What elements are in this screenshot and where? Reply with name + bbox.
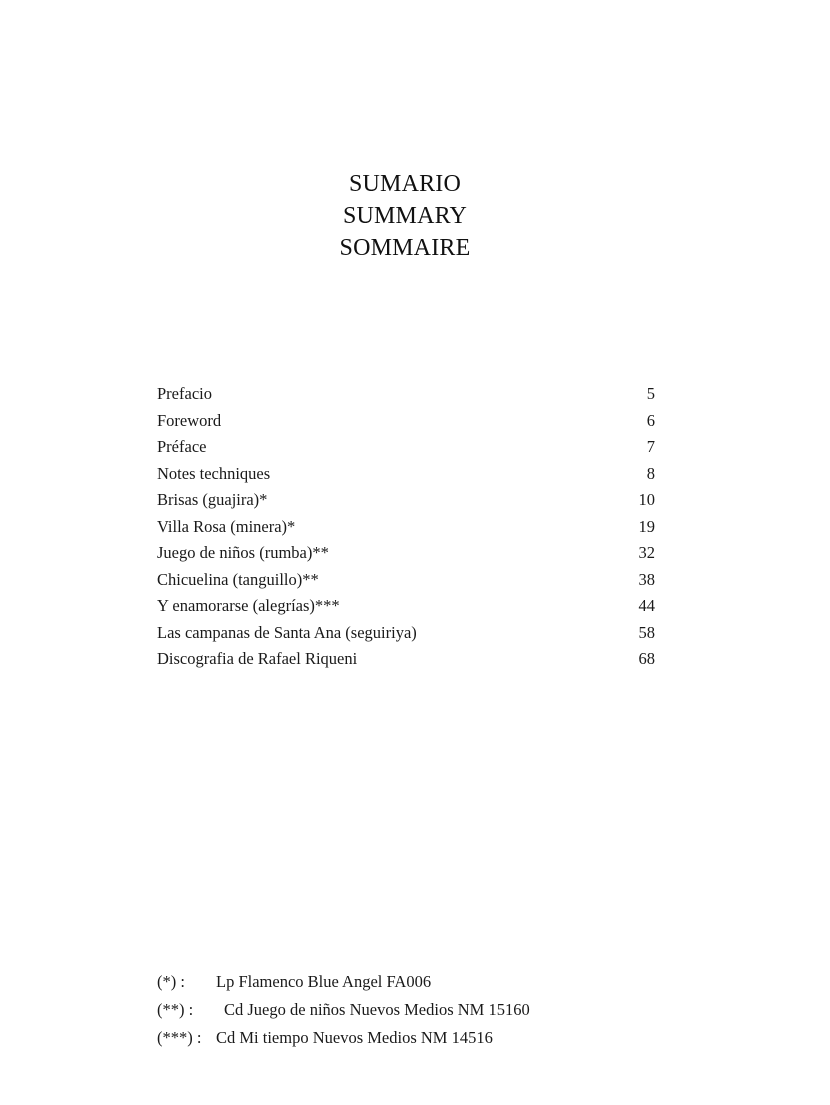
toc-entry-page: 6 <box>646 410 655 430</box>
toc-entry-page: 5 <box>646 384 655 403</box>
toc-entry-page: 58 <box>638 622 655 642</box>
footnote <box>157 1024 677 1052</box>
title-french: SOMMAIRE <box>339 235 471 261</box>
toc-entry <box>157 567 655 594</box>
footnote <box>157 968 677 996</box>
toc-entry-title: Juego de niños (rumba)** <box>157 543 329 562</box>
footnote-mark: (**) : <box>157 1000 194 1019</box>
title-english: SUMMARY <box>342 203 468 229</box>
toc-entry-page: 44 <box>638 596 655 615</box>
toc-entry <box>157 620 655 647</box>
toc-entry <box>157 434 655 461</box>
toc-entry <box>157 514 655 541</box>
toc-entry-title: Brisas (guajira)* <box>157 490 268 509</box>
toc-entry-title: Prefacio <box>157 384 212 403</box>
footnotes <box>157 968 677 1052</box>
toc-entry-page: 38 <box>638 569 655 589</box>
table-of-contents <box>157 381 655 673</box>
toc-entry-title: Discografia de Rafael Riqueni <box>157 649 358 668</box>
toc-entry-title: Las campanas de Santa Ana (seguiriya) <box>157 622 417 642</box>
toc-entry-title: Foreword <box>157 410 222 430</box>
toc-entry-page: 68 <box>638 649 655 668</box>
toc-entry <box>157 593 655 620</box>
toc-entry <box>157 461 655 488</box>
toc-entry <box>157 381 655 408</box>
toc-entry <box>157 540 655 567</box>
footnote <box>157 996 677 1024</box>
footnote-mark: (***) : <box>157 1028 202 1047</box>
toc-entry-title: Notes techniques <box>157 463 271 483</box>
footnote-text: Cd Mi tiempo Nuevos Medios NM 14516 <box>216 1028 493 1047</box>
title-spanish: SUMARIO <box>348 171 462 197</box>
footnote-mark: (*) : <box>157 972 185 991</box>
page-titles <box>0 168 810 264</box>
footnote-text: Cd Juego de niños Nuevos Medios NM 15160 <box>224 1000 530 1019</box>
toc-entry-page: 7 <box>646 437 655 456</box>
toc-entry-title: Villa Rosa (minera)* <box>157 516 296 536</box>
toc-entry-title: Y enamorarse (alegrías)*** <box>157 596 340 615</box>
toc-entry-page: 10 <box>638 490 655 509</box>
toc-entry-page: 8 <box>646 463 655 483</box>
toc-entry <box>157 487 655 514</box>
footnote-text: Lp Flamenco Blue Angel FA006 <box>216 972 432 991</box>
toc-entry-page: 32 <box>638 543 655 562</box>
toc-entry <box>157 408 655 435</box>
toc-entry-title: Chicuelina (tanguillo)** <box>157 569 319 589</box>
toc-entry-title: Préface <box>157 437 207 456</box>
toc-entry <box>157 646 655 673</box>
toc-entry-page: 19 <box>638 516 655 536</box>
